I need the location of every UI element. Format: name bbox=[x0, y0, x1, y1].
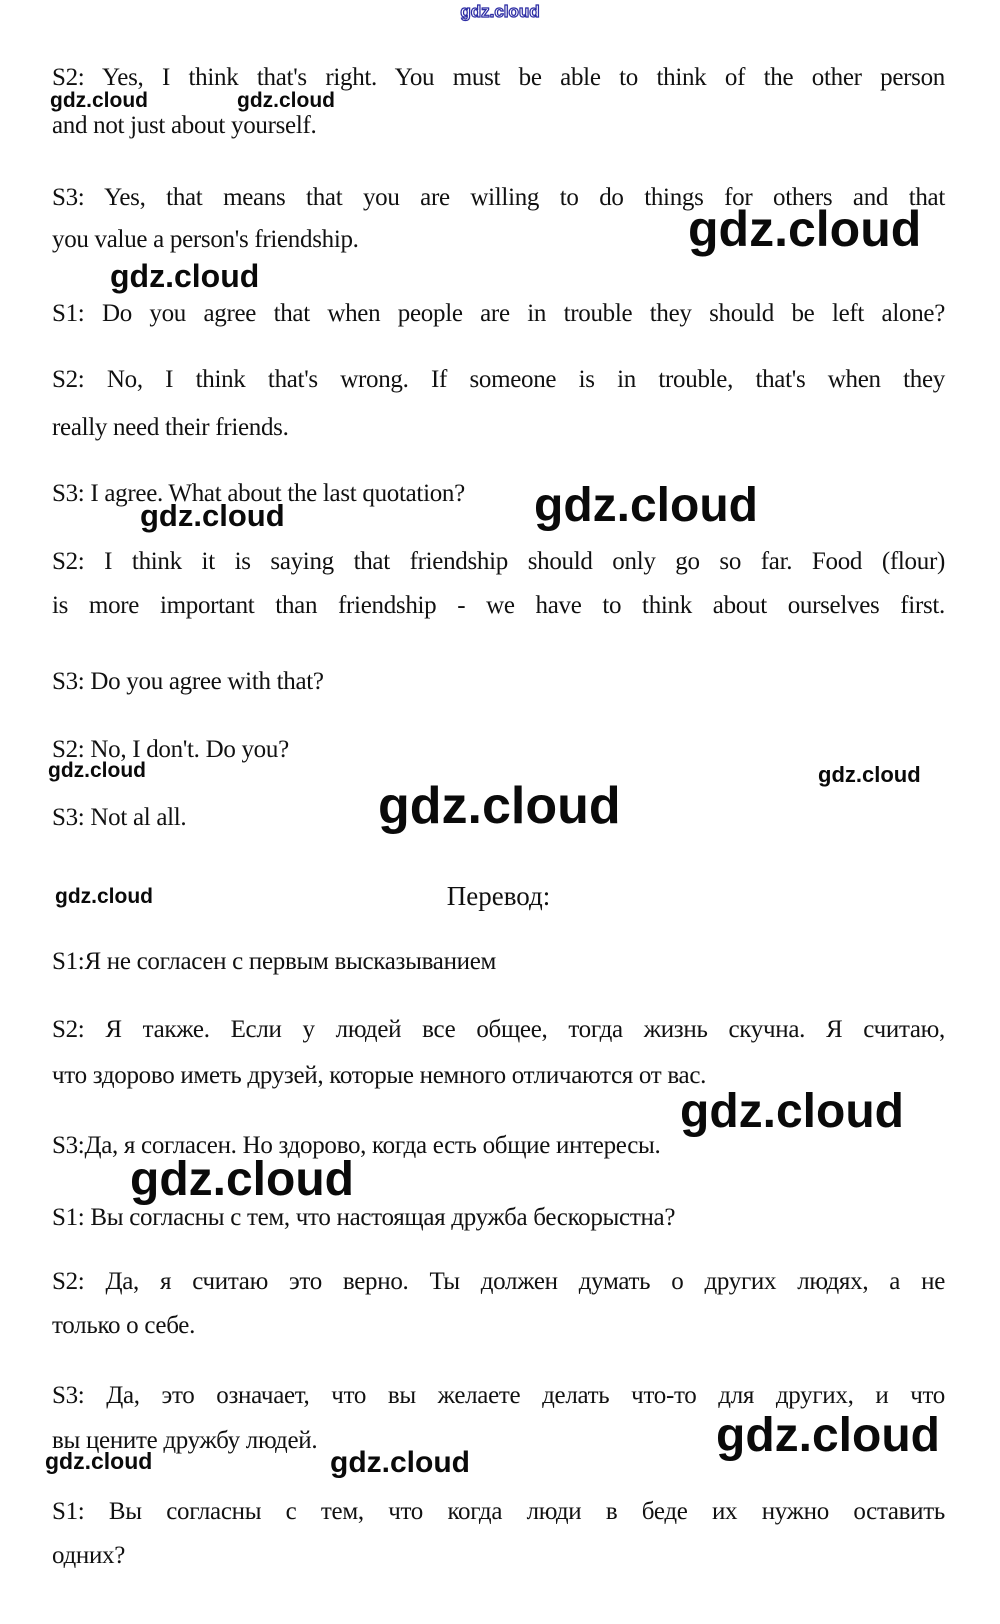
gdz-cloud-watermark: gdz.cloud bbox=[716, 1409, 940, 1462]
gdz-cloud-watermark: gdz.cloud bbox=[818, 762, 921, 787]
dialogue-line: S3: Yes, that means that you are willing to do things for others and that bbox=[52, 184, 945, 211]
dialogue-line: S3: Not al all. bbox=[52, 804, 187, 831]
dialogue-line: and not just about yourself. bbox=[52, 112, 317, 139]
dialogue-line: S2: Да, я считаю это верно. Ты должен думать о других людях, а не bbox=[52, 1268, 945, 1295]
gdz-cloud-watermark: gdz.cloud bbox=[45, 1448, 153, 1474]
gdz-cloud-watermark: gdz.cloud bbox=[48, 759, 146, 782]
dialogue-line: только о себе. bbox=[52, 1312, 196, 1339]
gdz-cloud-watermark: gdz.cloud bbox=[55, 885, 153, 908]
dialogue-line: S2: No, I don't. Do you? bbox=[52, 736, 289, 763]
dialogue-line: is more important than friendship - we have to think about ourselves first. bbox=[52, 592, 945, 619]
dialogue-line: S2: Я также. Если у людей все общее, тогда жизнь скучна. Я считаю, bbox=[52, 1016, 945, 1043]
gdz-cloud-watermark: gdz.cloud bbox=[330, 1446, 470, 1479]
dialogue-line: что здорово иметь друзей, которые немного отличаются от вас. bbox=[52, 1062, 707, 1089]
dialogue-line: really need their friends. bbox=[52, 414, 289, 441]
gdz-cloud-watermark: gdz.cloud bbox=[130, 1153, 354, 1206]
dialogue-line: S1: Вы согласны с тем, что настоящая дружба бескорыстна? bbox=[52, 1204, 676, 1231]
gdz-cloud-watermark-top: gdz.cloud bbox=[460, 2, 540, 21]
dialogue-line: S3: Да, это означает, что вы желаете делать что-то для других, и что bbox=[52, 1382, 945, 1409]
gdz-cloud-watermark: gdz.cloud bbox=[140, 498, 285, 533]
gdz-cloud-watermark: gdz.cloud bbox=[688, 201, 922, 257]
gdz-cloud-watermark: gdz.cloud bbox=[50, 89, 148, 112]
dialogue-line: S3: Do you agree with that? bbox=[52, 668, 324, 695]
translation-heading: Перевод: bbox=[446, 881, 551, 911]
gdz-cloud-watermark: gdz.cloud bbox=[110, 258, 260, 294]
dialogue-line: S3: I agree. What about the last quotation? bbox=[52, 480, 465, 507]
gdz-cloud-watermark: gdz.cloud bbox=[378, 777, 621, 835]
gdz-cloud-watermark: gdz.cloud bbox=[534, 479, 758, 532]
dialogue-line: S2: I think it is saying that friendship should only go so far. Food (flour) bbox=[52, 548, 945, 575]
dialogue-line: S1: Do you agree that when people are in trouble they should be left alone? bbox=[52, 300, 945, 327]
dialogue-line: S3:Да, я согласен. Но здорово, когда есть общие интересы. bbox=[52, 1132, 661, 1159]
dialogue-line: you value a person's friendship. bbox=[52, 226, 359, 253]
gdz-cloud-watermark: gdz.cloud bbox=[680, 1085, 904, 1138]
dialogue-line: одних? bbox=[52, 1542, 126, 1569]
dialogue-line: вы цените дружбу людей. bbox=[52, 1427, 318, 1454]
dialogue-line: S2: No, I think that's wrong. If someone is in trouble, that's when they bbox=[52, 366, 945, 393]
dialogue-line: S2: Yes, I think that's right. You must be able to think of the other person bbox=[52, 64, 945, 91]
gdz-cloud-watermark: gdz.cloud bbox=[237, 89, 335, 112]
dialogue-line: S1:Я не согласен с первым высказыванием bbox=[52, 948, 497, 975]
dialogue-line: S1: Вы согласны с тем, что когда люди в беде их нужно оставить bbox=[52, 1498, 945, 1525]
